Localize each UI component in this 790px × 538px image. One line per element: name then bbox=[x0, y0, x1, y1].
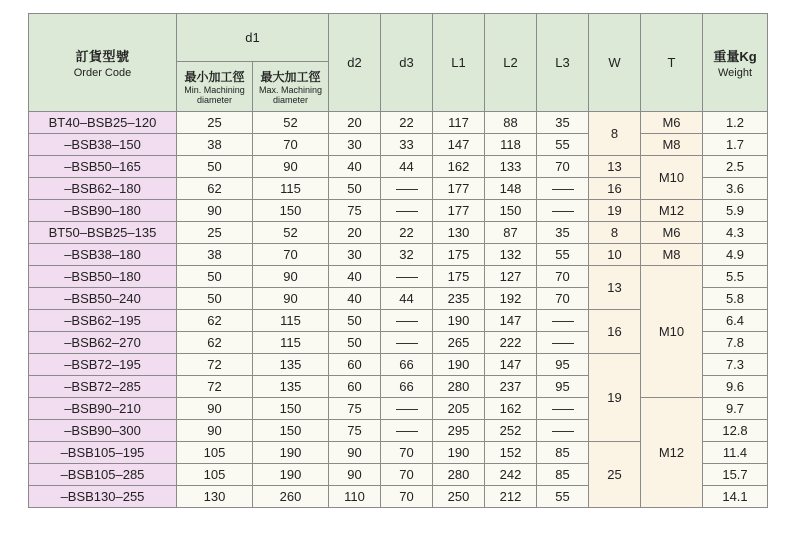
d3-cell: 22 bbox=[381, 112, 433, 134]
min-cell: 72 bbox=[177, 354, 253, 376]
t-cell: M6 bbox=[641, 112, 703, 134]
min-cell: 38 bbox=[177, 244, 253, 266]
order-code-cell: –BSB130–255 bbox=[29, 486, 177, 508]
l1-cell: 147 bbox=[433, 134, 485, 156]
order-code-cell: –BSB90–300 bbox=[29, 420, 177, 442]
max-cell: 90 bbox=[253, 266, 329, 288]
weight-cell: 7.3 bbox=[703, 354, 768, 376]
d2-cell: 20 bbox=[329, 222, 381, 244]
l3-cell: 85 bbox=[537, 464, 589, 486]
l3-cell bbox=[537, 420, 589, 442]
l3-cell: 70 bbox=[537, 156, 589, 178]
d2-cell: 40 bbox=[329, 266, 381, 288]
t-cell: M10 bbox=[641, 266, 703, 398]
header-l1: L1 bbox=[433, 14, 485, 112]
table-row bbox=[29, 134, 768, 156]
l1-cell: 162 bbox=[433, 156, 485, 178]
weight-cell: 12.8 bbox=[703, 420, 768, 442]
d2-cell: 75 bbox=[329, 200, 381, 222]
min-cell: 25 bbox=[177, 112, 253, 134]
min-cell: 130 bbox=[177, 486, 253, 508]
not-applicable-dash bbox=[552, 211, 574, 212]
min-cell: 50 bbox=[177, 288, 253, 310]
not-applicable-dash bbox=[396, 277, 418, 278]
header-l2: L2 bbox=[485, 14, 537, 112]
weight-cell: 5.5 bbox=[703, 266, 768, 288]
order-code-cell: –BSB38–150 bbox=[29, 134, 177, 156]
weight-cell: 4.3 bbox=[703, 222, 768, 244]
l3-cell: 55 bbox=[537, 134, 589, 156]
not-applicable-dash bbox=[552, 343, 574, 344]
l2-cell: 212 bbox=[485, 486, 537, 508]
l1-cell: 177 bbox=[433, 200, 485, 222]
d2-cell: 50 bbox=[329, 178, 381, 200]
d3-cell bbox=[381, 332, 433, 354]
min-cell: 90 bbox=[177, 398, 253, 420]
weight-cell: 9.6 bbox=[703, 376, 768, 398]
l1-cell: 190 bbox=[433, 442, 485, 464]
not-applicable-dash bbox=[396, 321, 418, 322]
order-code-cell: –BSB50–180 bbox=[29, 266, 177, 288]
max-cell: 135 bbox=[253, 376, 329, 398]
order-code-cell: –BSB72–195 bbox=[29, 354, 177, 376]
l2-cell: 118 bbox=[485, 134, 537, 156]
l1-cell: 295 bbox=[433, 420, 485, 442]
not-applicable-dash bbox=[552, 321, 574, 322]
l3-cell: 35 bbox=[537, 112, 589, 134]
order-code-cell: –BSB62–180 bbox=[29, 178, 177, 200]
table-row bbox=[29, 244, 768, 266]
w-cell: 10 bbox=[589, 244, 641, 266]
l3-cell bbox=[537, 178, 589, 200]
t-cell: M8 bbox=[641, 244, 703, 266]
weight-cell: 1.7 bbox=[703, 134, 768, 156]
table-row bbox=[29, 222, 768, 244]
d3-cell: 22 bbox=[381, 222, 433, 244]
d3-cell: 44 bbox=[381, 156, 433, 178]
l1-cell: 117 bbox=[433, 112, 485, 134]
weight-cell: 9.7 bbox=[703, 398, 768, 420]
l3-cell: 55 bbox=[537, 244, 589, 266]
d3-cell bbox=[381, 178, 433, 200]
weight-cell: 14.1 bbox=[703, 486, 768, 508]
d2-cell: 30 bbox=[329, 244, 381, 266]
d2-cell: 20 bbox=[329, 112, 381, 134]
d2-cell: 40 bbox=[329, 156, 381, 178]
weight-cell: 3.6 bbox=[703, 178, 768, 200]
d2-cell: 75 bbox=[329, 398, 381, 420]
min-diameter-cn: 最小加工徑 bbox=[184, 70, 245, 84]
max-cell: 115 bbox=[253, 332, 329, 354]
t-cell: M12 bbox=[641, 398, 703, 508]
l2-cell: 132 bbox=[485, 244, 537, 266]
order-code-cell: –BSB90–180 bbox=[29, 200, 177, 222]
d3-cell: 70 bbox=[381, 486, 433, 508]
l1-cell: 177 bbox=[433, 178, 485, 200]
l2-cell: 133 bbox=[485, 156, 537, 178]
l3-cell: 85 bbox=[537, 442, 589, 464]
order-code-cell: –BSB62–270 bbox=[29, 332, 177, 354]
l1-cell: 280 bbox=[433, 376, 485, 398]
t-cell: M8 bbox=[641, 134, 703, 156]
d3-cell bbox=[381, 266, 433, 288]
w-cell: 16 bbox=[589, 178, 641, 200]
w-cell: 16 bbox=[589, 310, 641, 354]
weight-en: Weight bbox=[717, 67, 753, 79]
l3-cell: 95 bbox=[537, 376, 589, 398]
weight-cell: 6.4 bbox=[703, 310, 768, 332]
table-body bbox=[29, 112, 768, 508]
header-order-code bbox=[29, 14, 177, 112]
d2-cell: 60 bbox=[329, 354, 381, 376]
max-diameter-en-1: Max. Machining bbox=[258, 85, 323, 95]
header-d1: d1 bbox=[177, 14, 329, 62]
t-cell: M6 bbox=[641, 222, 703, 244]
min-cell: 50 bbox=[177, 156, 253, 178]
l3-cell bbox=[537, 310, 589, 332]
l3-cell: 55 bbox=[537, 486, 589, 508]
l1-cell: 235 bbox=[433, 288, 485, 310]
d2-cell: 60 bbox=[329, 376, 381, 398]
order-code-en: Order Code bbox=[73, 67, 132, 79]
table-row bbox=[29, 156, 768, 178]
min-cell: 105 bbox=[177, 464, 253, 486]
min-cell: 90 bbox=[177, 420, 253, 442]
order-code-cell: –BSB62–195 bbox=[29, 310, 177, 332]
l2-cell: 252 bbox=[485, 420, 537, 442]
w-cell: 19 bbox=[589, 200, 641, 222]
order-code-cell: BT40–BSB25–120 bbox=[29, 112, 177, 134]
spec-table bbox=[28, 13, 768, 508]
min-diameter-en-2: diameter bbox=[196, 95, 232, 105]
d2-cell: 90 bbox=[329, 442, 381, 464]
min-cell: 105 bbox=[177, 442, 253, 464]
l3-cell: 95 bbox=[537, 354, 589, 376]
table-row bbox=[29, 112, 768, 134]
header-d2: d2 bbox=[329, 14, 381, 112]
l2-cell: 222 bbox=[485, 332, 537, 354]
weight-cell: 4.9 bbox=[703, 244, 768, 266]
t-cell: M12 bbox=[641, 200, 703, 222]
max-cell: 260 bbox=[253, 486, 329, 508]
min-cell: 62 bbox=[177, 332, 253, 354]
header-l3: L3 bbox=[537, 14, 589, 112]
order-code-cell: –BSB72–285 bbox=[29, 376, 177, 398]
d3-cell bbox=[381, 200, 433, 222]
l1-cell: 130 bbox=[433, 222, 485, 244]
l2-cell: 162 bbox=[485, 398, 537, 420]
l1-cell: 250 bbox=[433, 486, 485, 508]
min-cell: 62 bbox=[177, 310, 253, 332]
not-applicable-dash bbox=[396, 189, 418, 190]
weight-cell: 11.4 bbox=[703, 442, 768, 464]
l1-cell: 190 bbox=[433, 354, 485, 376]
max-cell: 90 bbox=[253, 156, 329, 178]
max-cell: 150 bbox=[253, 200, 329, 222]
l1-cell: 175 bbox=[433, 244, 485, 266]
min-cell: 38 bbox=[177, 134, 253, 156]
weight-cell: 5.9 bbox=[703, 200, 768, 222]
l1-cell: 265 bbox=[433, 332, 485, 354]
d3-cell: 70 bbox=[381, 464, 433, 486]
order-code-cell: –BSB50–240 bbox=[29, 288, 177, 310]
weight-cell: 2.5 bbox=[703, 156, 768, 178]
min-cell: 90 bbox=[177, 200, 253, 222]
weight-cell: 15.7 bbox=[703, 464, 768, 486]
not-applicable-dash bbox=[396, 343, 418, 344]
order-code-cell: –BSB105–285 bbox=[29, 464, 177, 486]
not-applicable-dash bbox=[552, 431, 574, 432]
l3-cell bbox=[537, 332, 589, 354]
max-cell: 90 bbox=[253, 288, 329, 310]
max-cell: 135 bbox=[253, 354, 329, 376]
t-cell: M10 bbox=[641, 156, 703, 200]
l1-cell: 175 bbox=[433, 266, 485, 288]
not-applicable-dash bbox=[552, 409, 574, 410]
max-diameter-en-2: diameter bbox=[272, 95, 308, 105]
not-applicable-dash bbox=[396, 409, 418, 410]
l3-cell: 35 bbox=[537, 222, 589, 244]
order-code-cell: –BSB90–210 bbox=[29, 398, 177, 420]
max-cell: 150 bbox=[253, 420, 329, 442]
max-cell: 190 bbox=[253, 442, 329, 464]
order-code-cell: –BSB105–195 bbox=[29, 442, 177, 464]
d3-cell: 66 bbox=[381, 376, 433, 398]
l2-cell: 242 bbox=[485, 464, 537, 486]
weight-cell: 1.2 bbox=[703, 112, 768, 134]
max-cell: 115 bbox=[253, 178, 329, 200]
w-cell: 19 bbox=[589, 354, 641, 442]
max-cell: 52 bbox=[253, 222, 329, 244]
header-weight bbox=[703, 14, 768, 112]
not-applicable-dash bbox=[396, 211, 418, 212]
l2-cell: 147 bbox=[485, 310, 537, 332]
l3-cell: 70 bbox=[537, 266, 589, 288]
l2-cell: 237 bbox=[485, 376, 537, 398]
weight-cell: 7.8 bbox=[703, 332, 768, 354]
max-cell: 52 bbox=[253, 112, 329, 134]
d2-cell: 40 bbox=[329, 288, 381, 310]
d3-cell: 32 bbox=[381, 244, 433, 266]
d3-cell: 70 bbox=[381, 442, 433, 464]
d2-cell: 75 bbox=[329, 420, 381, 442]
max-cell: 190 bbox=[253, 464, 329, 486]
l2-cell: 152 bbox=[485, 442, 537, 464]
table-row bbox=[29, 266, 768, 288]
w-cell: 25 bbox=[589, 442, 641, 508]
l2-cell: 148 bbox=[485, 178, 537, 200]
d3-cell bbox=[381, 310, 433, 332]
d2-cell: 50 bbox=[329, 332, 381, 354]
d3-cell bbox=[381, 420, 433, 442]
table-row bbox=[29, 200, 768, 222]
d3-cell: 44 bbox=[381, 288, 433, 310]
not-applicable-dash bbox=[552, 189, 574, 190]
w-cell: 13 bbox=[589, 156, 641, 178]
d2-cell: 30 bbox=[329, 134, 381, 156]
l3-cell bbox=[537, 398, 589, 420]
max-cell: 70 bbox=[253, 134, 329, 156]
w-cell: 8 bbox=[589, 222, 641, 244]
weight-cell: 5.8 bbox=[703, 288, 768, 310]
header-min-diameter bbox=[177, 62, 253, 112]
header-max-diameter bbox=[253, 62, 329, 112]
l1-cell: 205 bbox=[433, 398, 485, 420]
order-code-cell: –BSB38–180 bbox=[29, 244, 177, 266]
min-cell: 50 bbox=[177, 266, 253, 288]
l3-cell: 70 bbox=[537, 288, 589, 310]
max-cell: 115 bbox=[253, 310, 329, 332]
l2-cell: 147 bbox=[485, 354, 537, 376]
min-cell: 62 bbox=[177, 178, 253, 200]
d3-cell: 33 bbox=[381, 134, 433, 156]
order-code-cell: –BSB50–165 bbox=[29, 156, 177, 178]
d2-cell: 110 bbox=[329, 486, 381, 508]
d3-cell: 66 bbox=[381, 354, 433, 376]
weight-cn: 重量Kg bbox=[713, 49, 757, 64]
l3-cell bbox=[537, 200, 589, 222]
l2-cell: 88 bbox=[485, 112, 537, 134]
max-cell: 70 bbox=[253, 244, 329, 266]
table-row bbox=[29, 398, 768, 420]
w-cell: 8 bbox=[589, 112, 641, 156]
w-cell: 13 bbox=[589, 266, 641, 310]
l2-cell: 150 bbox=[485, 200, 537, 222]
l2-cell: 192 bbox=[485, 288, 537, 310]
l2-cell: 127 bbox=[485, 266, 537, 288]
l1-cell: 190 bbox=[433, 310, 485, 332]
not-applicable-dash bbox=[396, 431, 418, 432]
max-diameter-cn: 最大加工徑 bbox=[260, 70, 321, 84]
min-cell: 25 bbox=[177, 222, 253, 244]
d2-cell: 50 bbox=[329, 310, 381, 332]
l2-cell: 87 bbox=[485, 222, 537, 244]
order-code-cn: 訂貨型號 bbox=[75, 49, 130, 64]
header-w: W bbox=[589, 14, 641, 112]
order-code-cell: BT50–BSB25–135 bbox=[29, 222, 177, 244]
min-cell: 72 bbox=[177, 376, 253, 398]
d2-cell: 90 bbox=[329, 464, 381, 486]
d3-cell bbox=[381, 398, 433, 420]
max-cell: 150 bbox=[253, 398, 329, 420]
header-t: T bbox=[641, 14, 703, 112]
header-d3: d3 bbox=[381, 14, 433, 112]
min-diameter-en-1: Min. Machining bbox=[184, 85, 245, 95]
l1-cell: 280 bbox=[433, 464, 485, 486]
